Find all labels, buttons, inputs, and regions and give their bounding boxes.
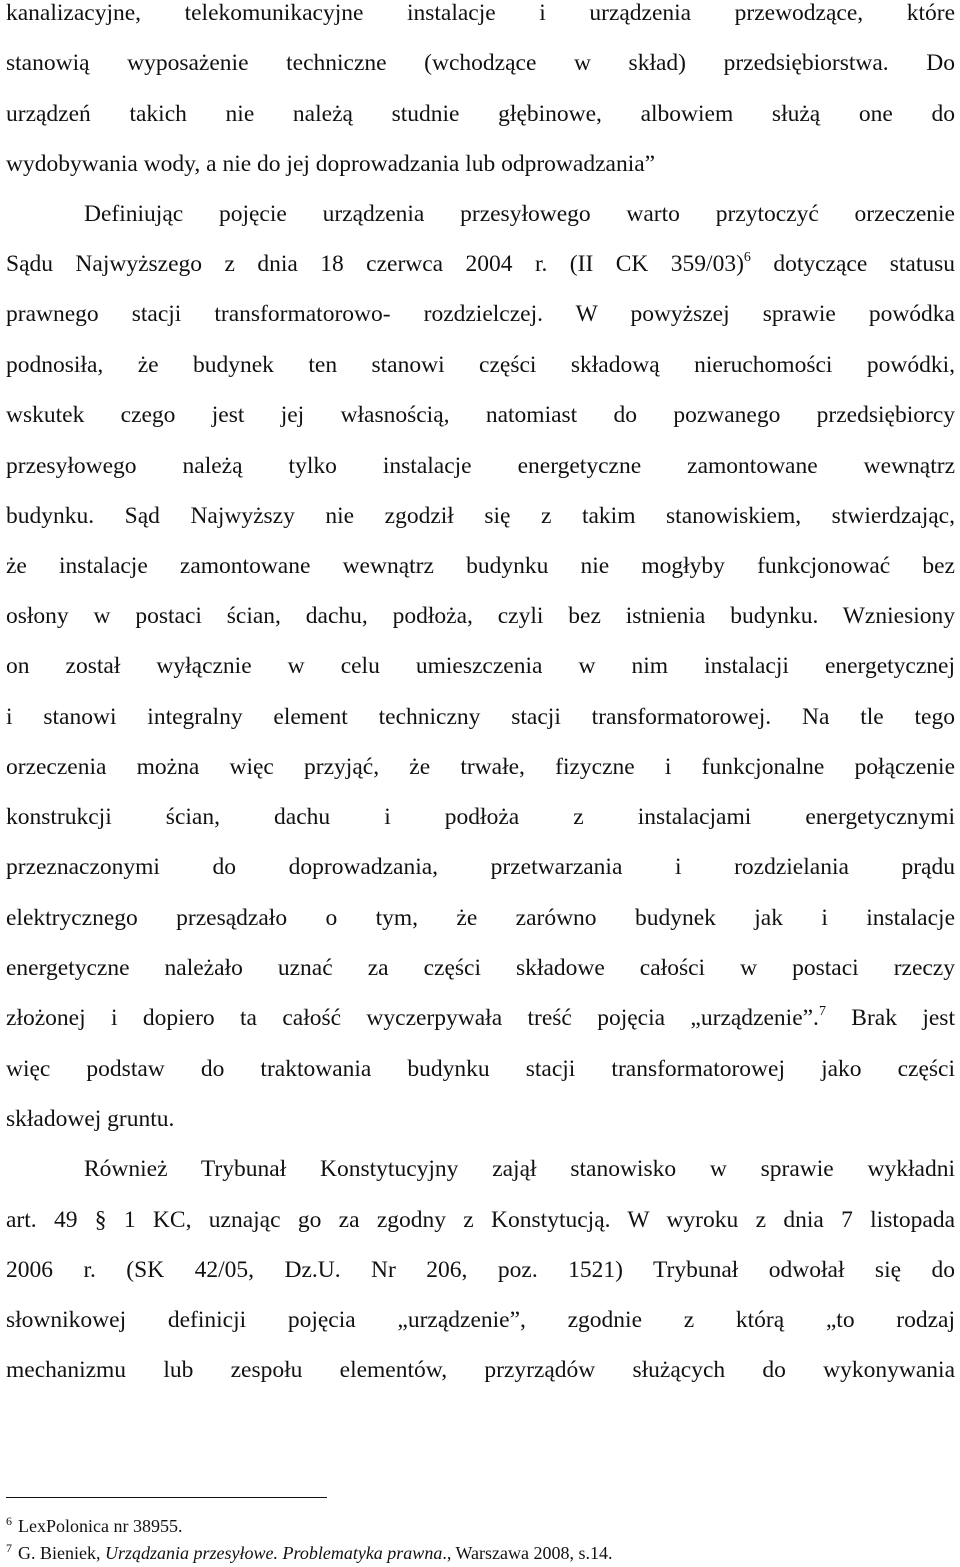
footnote-ref-6[interactable]: 6 [743, 250, 751, 265]
paragraph-line: konstrukcji ścian, dachu i podłoża z instalacjami energetycznymi [6, 804, 955, 830]
footnote-ref-7[interactable]: 7 [818, 1004, 826, 1019]
paragraph-line: orzeczenia można więc przyjąć, że trwałe, fizyczne i funkcjonalne połączenie [6, 754, 955, 780]
footnote-6 [6, 1514, 182, 1538]
paragraph-line: mechanizmu lub zespołu elementów, przyrządów służących do wykonywania [6, 1357, 955, 1383]
paragraph-line: elektrycznego przesądzało o tym, że zarówno budynek jak i instalacje [6, 905, 955, 931]
paragraph-line: przeznaczonymi do doprowadzania, przetwarzania i rozdzielania prądu [6, 854, 955, 880]
footnote-separator [6, 1497, 327, 1498]
line-text: Sądu Najwyższego z dnia 18 czerwca 2004 r. (II CK 359/03) [6, 251, 744, 277]
paragraph-line: przesyłowego należą tylko instalacje energetyczne zamontowane wewnątrz [6, 453, 955, 479]
paragraph-line: i stanowi integralny element techniczny stacji transformatorowej. Na tle tego [6, 704, 955, 730]
paragraph-line: kanalizacyjne, telekomunikacyjne instalacje i urządzenia przewodzące, które [6, 0, 955, 26]
footnote-book-title: Urządzania przesyłowe. Problematyka prawna [105, 1543, 443, 1563]
footnote-text: LexPolonica nr 38955. [18, 1516, 183, 1536]
footnote-7 [6, 1541, 613, 1565]
paragraph-line: Również Trybunał Konstytucyjny zajął stanowisko w sprawie wykładni [84, 1156, 955, 1182]
footnote-number: 6 [6, 1514, 12, 1528]
paragraph-line: więc podstaw do traktowania budynku stacji transformatorowej jako części [6, 1056, 955, 1082]
paragraph-line: osłony w postaci ścian, dachu, podłoża, czyli bez istnienia budynku. Wzniesiony [6, 603, 955, 629]
paragraph-line: urządzeń takich nie należą studnie głębinowe, albowiem służą one do [6, 101, 955, 127]
line-text: złożonej i dopiero ta całość wyczerpywała treść pojęcia „urządzenie”. [6, 1005, 819, 1031]
paragraph-line: składowej gruntu. [6, 1106, 175, 1132]
paragraph-line: budynku. Sąd Najwyższy nie zgodził się z takim stanowiskiem, stwierdzając, [6, 503, 955, 529]
paragraph-line: wydobywania wody, a nie do jej doprowadzania lub odprowadzania” [6, 151, 656, 177]
paragraph-line: art. 49 § 1 KC, uznając go za zgodny z Konstytucją. W wyroku z dnia 7 listopada [6, 1207, 955, 1233]
paragraph-line: że instalacje zamontowane wewnątrz budynku nie mogłyby funkcjonować bez [6, 553, 955, 579]
paragraph-line: stanowią wyposażenie techniczne (wchodzące w skład) przedsiębiorstwa. Do [6, 50, 955, 76]
paragraph-line: prawnego stacji transformatorowo- rozdzielczej. W powyższej sprawie powódka [6, 301, 955, 327]
paragraph-line: wskutek czego jest jej własnością, natomiast do pozwanego przedsiębiorcy [6, 402, 955, 428]
line-text: Brak jest [825, 1005, 955, 1031]
paragraph-line: słownikowej definicji pojęcia „urządzenie”, zgodnie z którą „to rodzaj [6, 1307, 955, 1333]
footnote-text: G. Bieniek, [18, 1543, 105, 1563]
paragraph-line: Definiując pojęcie urządzenia przesyłowego warto przytoczyć orzeczenie [84, 201, 955, 227]
paragraph-line [6, 244, 955, 284]
paragraph-line: energetyczne należało uznać za części składowe całości w postaci rzeczy [6, 955, 955, 981]
paragraph-line [6, 998, 955, 1038]
paragraph-line: 2006 r. (SK 42/05, Dz.U. Nr 206, poz. 1521) Trybunał odwołał się do [6, 1257, 955, 1283]
footnote-text: ., Warszawa 2008, s.14. [442, 1543, 613, 1563]
paragraph-line: on został wyłącznie w celu umieszczenia w nim instalacji energetycznej [6, 653, 955, 679]
footnote-number: 7 [6, 1541, 12, 1555]
paragraph-line: podnosiła, że budynek ten stanowi części składową nieruchomości powódki, [6, 352, 955, 378]
line-text: dotyczące statusu [750, 251, 956, 277]
